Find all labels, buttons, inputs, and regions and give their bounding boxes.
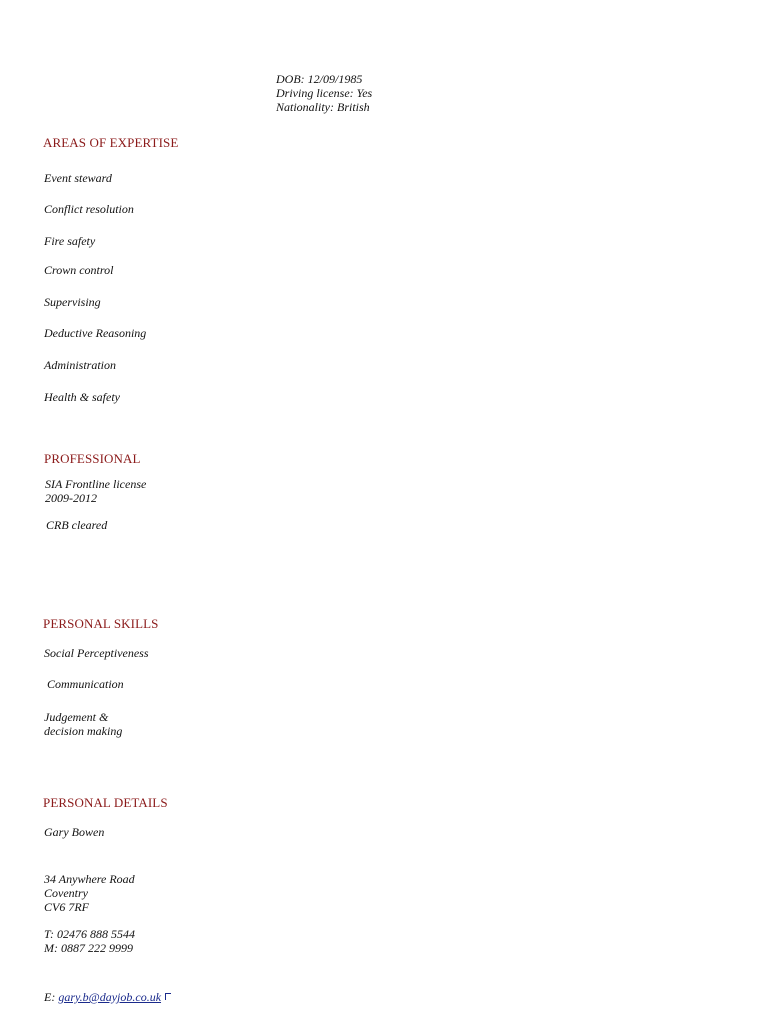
phone-text: T: 02476 888 5544 — [44, 927, 136, 941]
address-line: CV6 7RF — [44, 900, 89, 914]
sia-license-text: SIA Frontline license — [45, 477, 147, 491]
address-line: Coventry — [44, 886, 88, 900]
skill-item: Judgement & — [44, 710, 109, 724]
expertise-item: Administration — [44, 358, 117, 372]
expertise-item: Health & safety — [44, 390, 120, 404]
professional-heading: PROFESSIONAL — [44, 451, 141, 466]
skill-item: decision making — [44, 724, 123, 738]
expertise-item: Crown control — [44, 263, 114, 277]
nationality-text: Nationality: British — [276, 100, 370, 114]
expertise-item: Supervising — [44, 295, 101, 309]
expertise-heading: AREAS OF EXPERTISE — [43, 135, 179, 150]
mobile-text: M: 0887 222 9999 — [44, 941, 133, 955]
address-line: 34 Anywhere Road — [44, 872, 135, 886]
link-marker-icon — [165, 993, 171, 1000]
expertise-item: Event steward — [44, 171, 112, 185]
email-row — [44, 990, 171, 1004]
license-years-text: 2009-2012 — [45, 491, 97, 505]
name-text: Gary Bowen — [44, 825, 105, 839]
email-prefix: E: — [44, 990, 56, 1004]
dob-text: DOB: 12/09/1985 — [276, 72, 363, 86]
details-heading: PERSONAL DETAILS — [43, 795, 168, 810]
driving-license-text: Driving license: Yes — [276, 86, 373, 100]
skill-item: Communication — [44, 677, 124, 691]
email-link[interactable]: gary.b@dayjob.co.uk — [58, 990, 162, 1004]
expertise-item: Conflict resolution — [44, 202, 134, 216]
expertise-item: Deductive Reasoning — [44, 326, 147, 340]
skills-heading: PERSONAL SKILLS — [43, 616, 159, 631]
skill-item: Social Perceptiveness — [44, 646, 149, 660]
expertise-item: Fire safety — [44, 234, 96, 248]
crb-text: CRB cleared — [46, 518, 108, 532]
